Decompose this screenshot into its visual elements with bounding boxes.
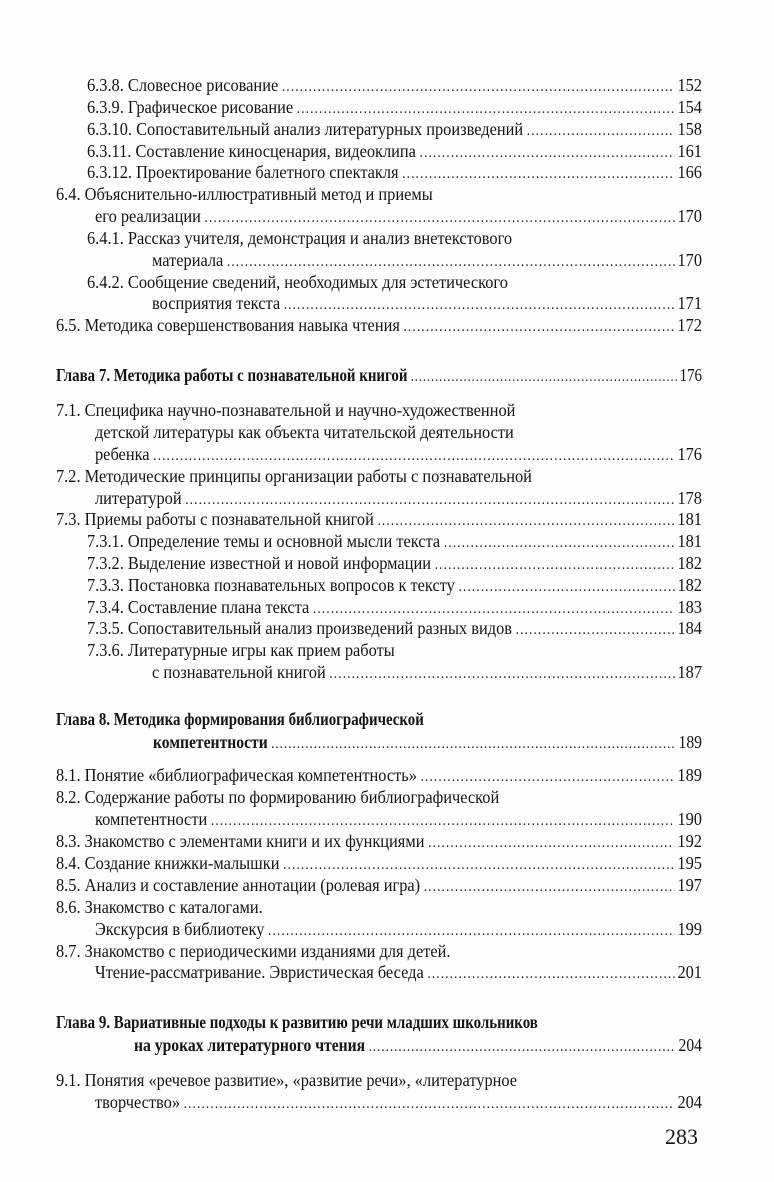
entry-title: Экскурсия в библиотеку — [95, 919, 265, 939]
leader-dots — [283, 854, 675, 876]
toc-entry-6-3-12 — [87, 161, 702, 183]
entry-page: 189 — [677, 765, 702, 785]
entry-title: компетентности — [95, 809, 208, 829]
entry-title: ребенка — [95, 444, 150, 464]
entry-page: 182 — [677, 575, 702, 595]
leader-dots — [184, 1093, 675, 1115]
entry-page: 172 — [677, 315, 702, 335]
toc-entry-9-1 — [56, 1069, 702, 1091]
page-number: 283 — [665, 1124, 698, 1149]
entry-title: 6.3.12. Проектирование балетного спектакля — [87, 162, 399, 182]
entry-title: 6.3.11. Составление киносценария, видеоклипа — [87, 141, 416, 161]
entry-page: 187 — [677, 662, 702, 682]
toc-entry-6-4 — [56, 183, 702, 205]
leader-dots — [227, 251, 675, 273]
entry-page: 178 — [677, 488, 702, 508]
leader-dots — [284, 294, 675, 316]
entry-title: творчество» — [95, 1092, 181, 1112]
entry-title: 7.3. Приемы работы с познавательной книгой — [56, 509, 374, 529]
toc-entry-7-1-cont2 — [95, 443, 702, 465]
entry-page: 176 — [677, 444, 702, 464]
entry-title: 7.3.3. Постановка познавательных вопросов к тексту — [87, 575, 455, 595]
toc-entry-7-3-2 — [87, 552, 702, 574]
toc-entry-9-1-cont — [95, 1091, 702, 1113]
toc-entry-8-1 — [56, 764, 702, 786]
entry-title: 6.3.9. Графическое рисование — [87, 97, 294, 117]
entry-title: 7.2. Методические принципы организации работы с познавательной — [56, 466, 532, 486]
entry-title: материала — [152, 250, 224, 270]
toc-entry-6-5 — [56, 314, 702, 336]
chapter-title: на уроках литературного чтения — [134, 1035, 366, 1055]
toc-entry-8-2-cont — [95, 808, 702, 830]
entry-page: 184 — [677, 618, 702, 638]
entry-title: 8.4. Создание книжки-малышки — [56, 853, 280, 873]
entry-page: 182 — [677, 553, 702, 573]
entry-title: 7.3.6. Литературные игры как прием работы — [87, 640, 395, 660]
entry-title: 8.1. Понятие «библиографическая компетентность» — [56, 765, 417, 785]
entry-page: 170 — [677, 250, 702, 270]
leader-dots — [421, 766, 675, 788]
entry-page: 154 — [677, 97, 702, 117]
toc-chapter-7 — [56, 364, 702, 386]
leader-dots — [329, 663, 674, 685]
toc-entry-7-2 — [56, 465, 702, 487]
toc-entry-6-3-11 — [87, 140, 702, 162]
toc-entry-7-3-1 — [87, 530, 702, 552]
entry-page: 181 — [677, 531, 702, 551]
toc-entry-6-4-2-cont — [152, 292, 702, 314]
entry-page: 176 — [679, 365, 702, 385]
toc-entry-8-6 — [56, 896, 702, 918]
entry-title: литературой — [95, 488, 182, 508]
leader-dots — [377, 510, 674, 532]
entry-title: 7.1. Специфика научно-познавательной и научно-художественной — [56, 400, 516, 420]
entry-title: 8.5. Анализ и составление аннотации (ролевая игра) — [56, 875, 421, 895]
entry-title: 6.5. Методика совершенствования навыка чтения — [56, 315, 400, 335]
entry-page: 195 — [677, 853, 702, 873]
entry-page: 170 — [677, 206, 702, 226]
toc-chapter-9 — [56, 1011, 702, 1033]
toc-entry-8-7 — [56, 940, 702, 962]
leader-dots — [435, 554, 675, 576]
entry-title: 8.7. Знакомство с периодическими изданиями для детей. — [56, 941, 451, 961]
entry-page: 192 — [677, 831, 702, 851]
leader-dots — [403, 316, 674, 338]
entry-page: 171 — [677, 293, 702, 313]
toc-entry-7-3-3 — [87, 574, 702, 596]
leader-dots — [424, 876, 675, 898]
entry-page: 166 — [677, 162, 702, 182]
chapter-title: Глава 9. Вариативные подходы к развитию речи младших школьников — [56, 1012, 538, 1032]
entry-title: 7.3.5. Сопоставительный анализ произведений разных видов — [87, 618, 513, 638]
toc-entry-7-1 — [56, 399, 702, 421]
toc-entry-6-3-9 — [87, 96, 702, 118]
toc-entry-7-1-cont1 — [95, 421, 702, 443]
chapter-title: Глава 7. Методика работы с познавательной книгой — [56, 365, 408, 385]
leader-dots — [297, 98, 675, 120]
toc-entry-6-3-10 — [87, 118, 702, 140]
leader-dots — [282, 76, 675, 98]
leader-dots — [458, 576, 674, 598]
entry-title: 7.3.2. Выделение известной и новой информации — [87, 553, 431, 573]
entry-page: 152 — [677, 75, 702, 95]
chapter-title: компетентности — [153, 732, 268, 752]
toc-entry-6-3-8 — [87, 74, 702, 96]
entry-title: 8.3. Знакомство с элементами книги и их функциями — [56, 831, 425, 851]
entry-page: 158 — [677, 119, 702, 139]
toc-entry-7-3-6 — [87, 639, 702, 661]
entry-title: с познавательной книгой — [152, 662, 326, 682]
toc-entry-6-4-1-cont — [152, 249, 702, 271]
toc-entry-6-4-2 — [87, 271, 702, 293]
leader-dots — [271, 733, 676, 755]
toc-entry-8-6-cont — [95, 918, 702, 940]
entry-title: 6.3.8. Словесное рисование — [87, 75, 279, 95]
entry-title: 6.3.10. Сопоставительный анализ литературных произведений — [87, 119, 524, 139]
leader-dots — [411, 366, 677, 388]
entry-page: 204 — [677, 1092, 702, 1112]
leader-dots — [402, 163, 675, 185]
toc-entry-8-7-cont — [95, 961, 702, 983]
toc-entry-7-2-cont — [95, 487, 702, 509]
entry-title: 8.2. Содержание работы по формированию библиографической — [56, 787, 500, 807]
entry-title: восприятия текста — [152, 293, 281, 313]
entry-title: 9.1. Понятия «речевое развитие», «развитие речи», «литературное — [56, 1070, 518, 1090]
leader-dots — [444, 532, 675, 554]
entry-page: 197 — [677, 875, 702, 895]
toc-chapter-8-cont — [153, 731, 702, 753]
entry-page: 183 — [677, 597, 702, 617]
entry-page: 161 — [677, 141, 702, 161]
leader-dots — [427, 963, 674, 985]
entry-title: Чтение-рассматривание. Эвристическая беседа — [95, 962, 424, 982]
entry-page: 201 — [677, 962, 702, 982]
toc-entry-7-3-5 — [87, 617, 702, 639]
chapter-title: Глава 8. Методика формирования библиографической — [56, 709, 424, 729]
leader-dots — [268, 920, 675, 942]
leader-dots — [204, 207, 674, 229]
leader-dots — [153, 445, 675, 467]
entry-page: 181 — [677, 509, 702, 529]
entry-title: 6.4.1. Рассказ учителя, демонстрация и анализ внетекстового — [87, 228, 513, 248]
toc-entry-6-4-1 — [87, 227, 702, 249]
entry-title: 6.4.2. Сообщение сведений, необходимых для эстетического — [87, 272, 508, 292]
entry-page: 190 — [677, 809, 702, 829]
toc-entry-7-3-6-cont — [152, 661, 702, 683]
entry-page: 189 — [678, 732, 702, 752]
toc-entry-8-3 — [56, 830, 702, 852]
toc-entry-7-3 — [56, 508, 702, 530]
toc-entry-8-5 — [56, 874, 702, 896]
entry-title: его реализации — [95, 206, 201, 226]
toc-chapter-9-cont — [134, 1034, 702, 1056]
entry-title: 8.6. Знакомство с каталогами. — [56, 897, 263, 917]
toc-entry-8-2 — [56, 786, 702, 808]
entry-title: детской литературы как объекта читательской деятельности — [95, 422, 514, 442]
entry-title: 7.3.4. Составление плана текста — [87, 597, 310, 617]
leader-dots — [369, 1036, 676, 1058]
entry-title: 7.3.1. Определение темы и основной мысли текста — [87, 531, 441, 551]
entry-page: 199 — [677, 919, 702, 939]
entry-page: 204 — [678, 1035, 702, 1055]
toc-entry-7-3-4 — [87, 596, 702, 618]
toc-entry-8-4 — [56, 852, 702, 874]
leader-dots — [211, 810, 675, 832]
toc-chapter-8 — [56, 708, 702, 730]
leader-dots — [527, 120, 675, 142]
toc-entry-6-4-cont — [95, 205, 702, 227]
entry-title: 6.4. Объяснительно-иллюстративный метод и приемы — [56, 184, 433, 204]
leader-dots — [516, 619, 675, 641]
leader-dots — [428, 832, 675, 854]
